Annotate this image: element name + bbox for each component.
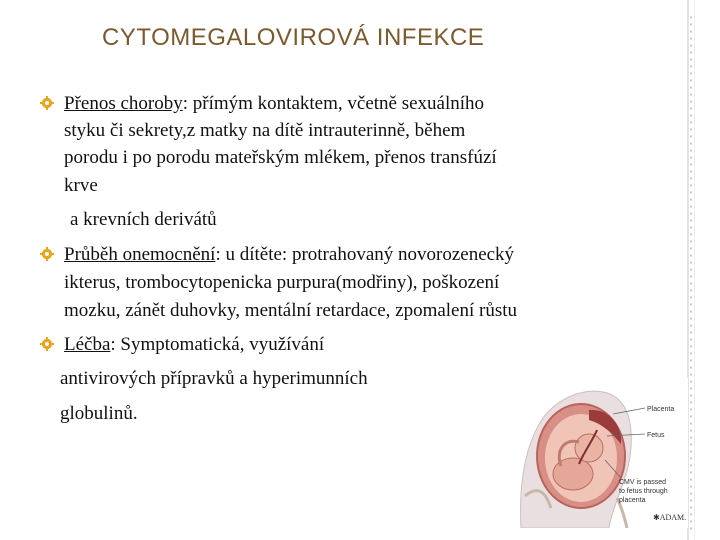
right-dotted-border: [689, 14, 693, 534]
bullet-2-line-2: ikterus, trombocytopenicka purpura(modřiny), poškození: [64, 272, 500, 293]
gear-bullet-icon: [40, 96, 54, 110]
figure-label-fetus: Fetus: [647, 432, 665, 439]
bullet-1-heading: Přenos choroby: [64, 93, 183, 114]
bullet-2-heading: Průběh onemocnění: [64, 244, 216, 265]
bullet-1-line-5: a krevních derivátů: [70, 209, 217, 230]
figure-caption-line-3: placenta: [619, 497, 646, 504]
bullet-1-line-1: Přenos choroby: přímým kontaktem, včetně sexuálního: [64, 93, 485, 114]
bullet-2-line-1: Průběh onemocnění: u dítěte: protrahovaný novorozenecký: [64, 244, 515, 265]
bullet-3-line-1: Léčba: Symptomatická, využívání: [64, 334, 325, 355]
bullet-1-line-3: porodu i po porodu mateřským mlékem, přenos transfúzí: [64, 147, 497, 168]
adam-logo: ✱ADAM.: [653, 513, 687, 522]
bullet-3-line-2: antivirových přípravků a hyperimunních: [60, 368, 368, 389]
right-border-rule-thin: [694, 0, 695, 540]
slide-title: CYTOMEGALOVIROVÁ INFEKCE: [102, 24, 485, 51]
pregnancy-cmv-illustration: [513, 378, 688, 528]
gear-bullet-icon: [40, 337, 54, 351]
gear-bullet-icon: [40, 247, 54, 261]
figure-caption-line-2: to fetus through: [619, 488, 668, 495]
bullet-1-line-2: styku či sekrety,z matky na dítě intrauterinně, během: [64, 120, 466, 141]
bullet-3-line-3: globulinů.: [60, 403, 138, 424]
figure-caption-line-1: CMV is passed: [619, 479, 667, 486]
bullet-3-heading: Léčba: [64, 334, 111, 355]
bullet-2-line-3: mozku, zánět duhovky, mentální retardace, zpomalení růstu: [64, 300, 518, 321]
figure-label-placenta: Placenta: [647, 406, 675, 413]
bullet-1-line-4: krve: [64, 175, 98, 196]
